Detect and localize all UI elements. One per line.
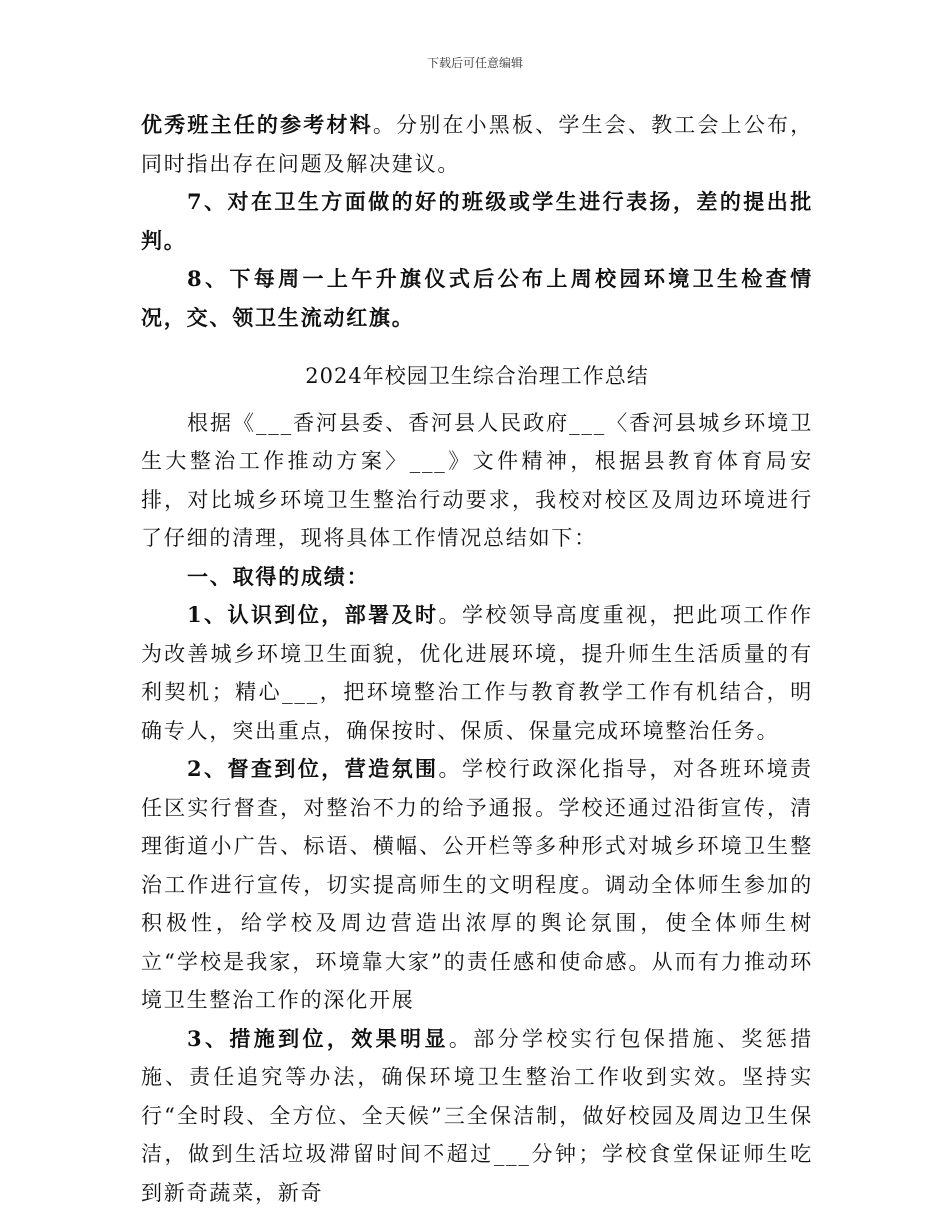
paragraph-item-2 [141,750,813,1020]
paragraph-text: 。分别在小黑板、学生会、教工会上公布，同时指出存在问题及解决建议。 [141,113,813,176]
document-title: 2024年校园卫生综合治理工作总结 [305,364,649,388]
item-2-text: 。学校行政深化指导，对各班环境责任区实行督查，对整治不力的给予通报。学校还通过沿街宣传，清理街道小广告、标语、横幅、公开栏等多种形式对城乡环境卫生整治工作进行宣传，切实提高师生的文明程度。调动全体师生参加的积极性，给学校及周边营造出浓厚的舆论氛围，使全体师生树立“学校是我家，环境靠大家”的责任感和使命感。从而有力推动环境卫生整治工作的深化开展 [141,757,813,1012]
item-1-heading: 1、认识到位，部署及时 [187,602,439,627]
item-2-heading: 2、督查到位，营造氛围 [187,756,439,781]
item-3-heading: 3、措施到位，效果明显 [187,1025,449,1051]
paragraph-item-8: 8、下每周一上午升旗仪式后公布上周校园环境卫生检查情况，交、领卫生流动红旗。 [141,266,813,330]
bold-phrase: 优秀班主任的参考材料 [141,112,373,137]
paragraph-reference-materials [141,106,813,183]
paragraph-item-1 [141,596,813,750]
item-1-text: 。学校领导高度重视，把此项工作作为改善城乡环境卫生面貌，优化进展环境，提升师生生活质量的有利契机；精心___，把环境整治工作与教育教学工作有机结合，明确专人，突出重点，确保按时、保质、保量完成环境整治任务。 [141,603,813,743]
paragraph-intro: 根据《___香河县委、香河县人民政府___〈香河县城乡环境卫生大整治工作推动方案〉___》文件精神，根据县教育体育局安排，对比城乡环境卫生整治行动要求，我校对校区及周边环境进行了仔细的清理，现将具体工作情况总结如下： [141,410,813,550]
item-3-text: 。部分学校实行包保措施、奖惩措施、责任追究等办法，确保环境卫生整治工作收到实效。坚持实行“全时段、全方位、全天候”三全保洁制，做好校园及周边卫生保洁，做到生活垃圾滞留时间不超过___分钟；学校食堂保证师生吃到新奇蔬菜，新奇 [141,1026,813,1205]
section-heading-achievements: 一、取得的成绩： [187,563,370,589]
paragraph-item-7: 7、对在卫生方面做的好的班级或学生进行表扬，差的提出批判。 [141,189,813,253]
page-header-note: 下载后可任意编辑 [426,56,523,70]
paragraph-item-3 [141,1020,813,1213]
document-body [141,106,813,1212]
